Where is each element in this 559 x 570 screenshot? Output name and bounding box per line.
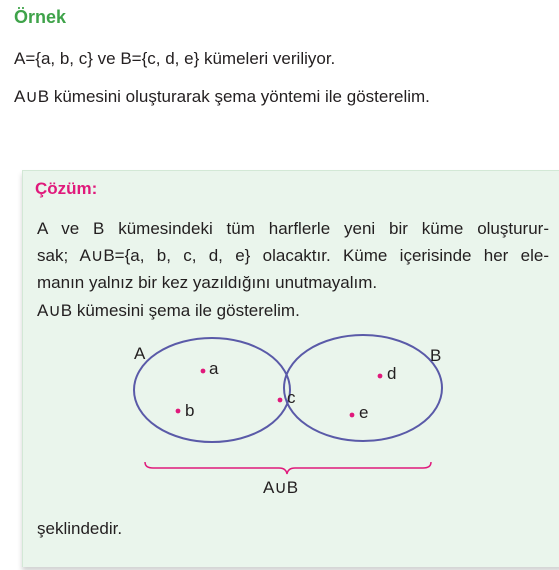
- element-dot-e: [350, 413, 355, 418]
- solution-instruction: A∪B kümesini şema ile gösterelim.: [37, 301, 300, 320]
- element-d: d: [387, 364, 397, 383]
- element-b: b: [185, 401, 195, 420]
- element-dot-a: [201, 369, 206, 374]
- element-a: a: [209, 359, 219, 378]
- venn-diagram: [23, 171, 559, 567]
- example-title: Örnek: [14, 7, 67, 27]
- element-dot-c: [278, 398, 283, 403]
- element-c: c: [287, 388, 296, 407]
- set-b-label: B: [430, 346, 442, 365]
- paragraph-line-1: A ve B kümesindeki tüm harflerle yeni bir küme oluşturur-: [37, 219, 549, 238]
- paragraph-line-2: sak; A∪B={a, b, c, d, e} olacaktır. Küme içerisinde her ele-: [37, 246, 549, 265]
- solution-box: [22, 170, 559, 567]
- element-dot-d: [378, 374, 383, 379]
- union-brace: [145, 462, 431, 474]
- example-task: A∪B kümesini oluşturarak şema yöntemi ile gösterelim.: [14, 87, 430, 106]
- paragraph-line-3: manın yalnız bir kez yazıldığını unutmayalım.: [37, 273, 378, 292]
- union-label: A∪B: [263, 478, 299, 497]
- element-dot-b: [176, 409, 181, 414]
- set-b-ellipse: [284, 335, 442, 441]
- solution-title: Çözüm:: [35, 179, 98, 198]
- example-statement: A={a, b, c} ve B={c, d, e} kümeleri veriliyor.: [14, 49, 336, 68]
- set-a-label: A: [134, 344, 146, 363]
- set-a-ellipse: [134, 338, 290, 442]
- element-e: e: [359, 403, 369, 422]
- closing-text: şeklindedir.: [37, 519, 123, 538]
